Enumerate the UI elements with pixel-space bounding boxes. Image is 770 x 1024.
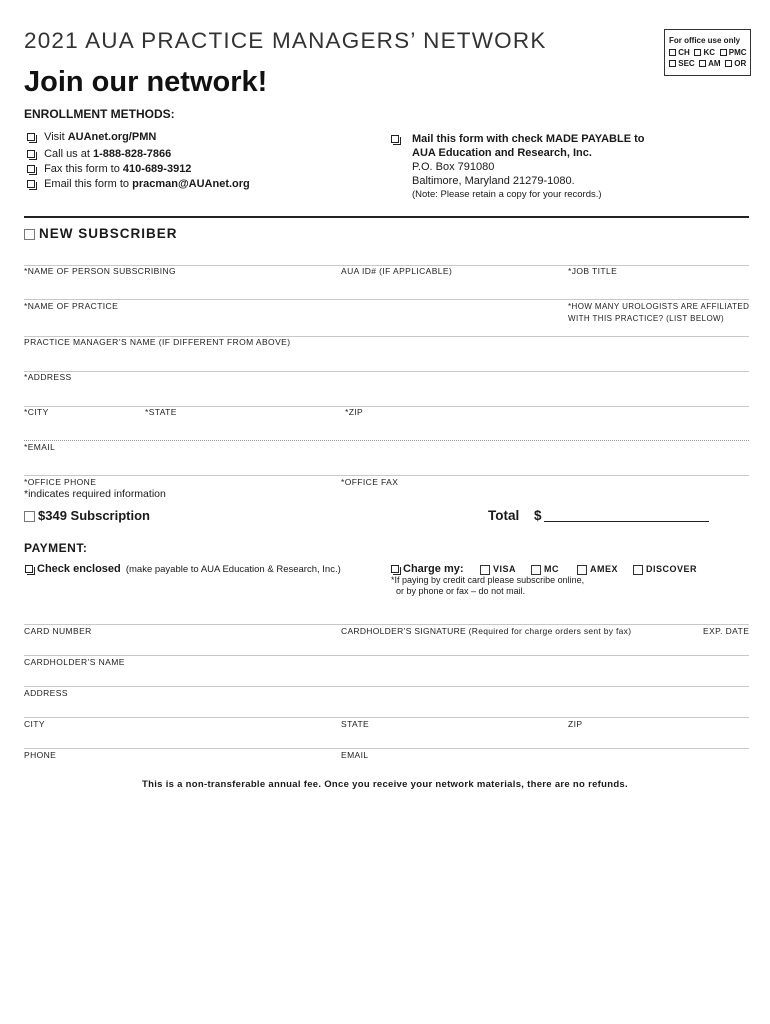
email-link[interactable]: pracman@AUAnet.org xyxy=(132,178,250,190)
office-sec-label: SEC xyxy=(678,59,695,68)
amex-checkbox[interactable] xyxy=(577,565,587,575)
card-mc-option[interactable]: MC xyxy=(531,564,559,575)
enrollment-heading: ENROLLMENT METHODS: xyxy=(24,107,175,121)
card-number-field[interactable]: CARD NUMBER xyxy=(24,626,92,636)
refund-policy-note: This is a non-transferable annual fee. Once you receive your network materials, there are no refunds. xyxy=(142,779,628,790)
checkbox-icon xyxy=(27,133,35,141)
office-pmc-checkbox[interactable] xyxy=(720,49,727,56)
enroll-item-visit: Visit AUAnet.org/PMN xyxy=(27,131,156,143)
phone-link[interactable]: 1-888-828-7866 xyxy=(92,148,172,160)
billing-zip-field[interactable]: ZIP xyxy=(568,719,583,729)
mail-line-1: Mail this form with check MADE PAYABLE to xyxy=(412,133,645,145)
name-field[interactable]: *NAME OF PERSON SUBSCRIBING xyxy=(24,266,177,276)
section-divider xyxy=(24,216,749,218)
address-field[interactable]: *ADDRESS xyxy=(24,372,72,382)
check-enclosed-option[interactable]: Check enclosed (make payable to AUA Education & Research, Inc.) xyxy=(25,563,341,575)
enroll-item-fax: Fax this form to 410-689-3912 xyxy=(27,163,191,175)
mail-instructions xyxy=(391,132,644,202)
office-fax-field[interactable]: *OFFICE FAX xyxy=(341,477,399,487)
checkbox-icon[interactable] xyxy=(391,565,399,573)
signature-field[interactable]: CARDHOLDER’S SIGNATURE (Required for charge orders sent by fax) xyxy=(341,626,632,636)
office-am-checkbox[interactable] xyxy=(699,60,706,67)
field-separator xyxy=(24,717,749,718)
office-pmc-label: PMC xyxy=(728,48,747,57)
office-ch-checkbox[interactable] xyxy=(669,49,676,56)
subscription-checkbox[interactable] xyxy=(24,511,35,522)
field-separator xyxy=(24,475,749,476)
mail-note: (Note: Please retain a copy for your records.) xyxy=(412,189,602,200)
field-separator xyxy=(24,624,749,625)
checkbox-icon xyxy=(27,165,35,173)
office-or-checkbox[interactable] xyxy=(725,60,732,67)
office-use-row-2 xyxy=(669,59,746,68)
enroll-item-email: Email this form to pracman@AUAnet.org xyxy=(27,178,250,190)
mail-line-4: Baltimore, Maryland 21279-1080. xyxy=(412,175,575,187)
checkbox-icon[interactable] xyxy=(25,565,33,573)
billing-phone-field[interactable]: PHONE xyxy=(24,750,57,760)
card-discover-option[interactable]: DISCOVER xyxy=(633,564,697,575)
field-separator xyxy=(24,748,749,749)
billing-city-field[interactable]: CITY xyxy=(24,719,45,729)
billing-email-field[interactable]: EMAIL xyxy=(341,750,369,760)
visa-checkbox[interactable] xyxy=(480,565,490,575)
job-title-field[interactable]: *JOB TITLE xyxy=(568,266,618,276)
discover-checkbox[interactable] xyxy=(633,565,643,575)
office-kc-checkbox[interactable] xyxy=(694,49,701,56)
new-subscriber-checkbox[interactable] xyxy=(24,229,35,240)
form-title: 2021 AUA PRACTICE MANAGERS’ NETWORK xyxy=(24,28,547,53)
office-phone-field[interactable]: *OFFICE PHONE xyxy=(24,477,97,487)
field-separator xyxy=(24,299,749,300)
total-currency: $ xyxy=(534,508,542,523)
enroll-item-call: Call us at 1-888-828-7866 xyxy=(27,148,171,160)
office-ch-label: CH xyxy=(678,48,690,57)
page-heading: Join our network! xyxy=(24,66,268,98)
card-amex-option[interactable]: AMEX xyxy=(577,564,618,575)
subscription-option[interactable]: $349 Subscription xyxy=(24,508,150,523)
office-or-label: OR xyxy=(734,59,747,68)
zip-field[interactable]: *ZIP xyxy=(345,407,364,417)
payment-heading: PAYMENT: xyxy=(24,541,88,555)
field-separator xyxy=(24,686,749,687)
aua-id-field[interactable]: AUA ID# (IF APPLICABLE) xyxy=(341,266,453,276)
new-subscriber-heading: NEW SUBSCRIBER xyxy=(24,226,178,241)
office-am-label: AM xyxy=(708,59,721,68)
website-link[interactable]: AUAnet.org/PMN xyxy=(67,131,157,143)
city-field[interactable]: *CITY xyxy=(24,407,49,417)
state-field[interactable]: *STATE xyxy=(145,407,177,417)
practice-manager-field[interactable]: PRACTICE MANAGER’S NAME (IF DIFFERENT FROM ABOVE) xyxy=(24,337,291,347)
field-separator xyxy=(24,440,749,441)
checkbox-icon xyxy=(27,180,35,188)
online-note: *If paying by credit card please subscribe online, or by phone or fax – do not mail. xyxy=(391,575,585,596)
mail-line-3: P.O. Box 791080 xyxy=(412,161,495,173)
field-separator xyxy=(24,371,749,372)
exp-date-field[interactable]: EXP. DATE xyxy=(703,626,750,636)
mail-line-2: AUA Education and Research, Inc. xyxy=(412,147,592,159)
mc-checkbox[interactable] xyxy=(531,565,541,575)
card-visa-option[interactable]: VISA xyxy=(480,564,516,575)
email-field[interactable]: *EMAIL xyxy=(24,442,56,452)
office-use-box xyxy=(664,29,751,76)
practice-name-field[interactable]: *NAME OF PRACTICE xyxy=(24,301,119,311)
office-sec-checkbox[interactable] xyxy=(669,60,676,67)
field-separator xyxy=(24,655,749,656)
office-kc-label: KC xyxy=(703,48,716,57)
field-separator xyxy=(24,406,749,407)
total-input[interactable] xyxy=(544,521,709,522)
required-note: *indicates required information xyxy=(24,488,166,500)
total-label: Total xyxy=(488,508,520,523)
charge-my-option[interactable]: Charge my: xyxy=(391,563,464,575)
office-use-title: For office use only xyxy=(669,36,741,45)
urologists-count-field[interactable]: *HOW MANY UROLOGISTS ARE AFFILIATED WITH THIS PRACTICE? (LIST BELOW) xyxy=(568,302,750,323)
office-use-row-1 xyxy=(669,48,747,57)
billing-state-field[interactable]: STATE xyxy=(341,719,370,729)
billing-address-field[interactable]: ADDRESS xyxy=(24,688,68,698)
checkbox-icon xyxy=(391,135,399,143)
checkbox-icon xyxy=(27,150,35,158)
cardholder-name-field[interactable]: CARDHOLDER’S NAME xyxy=(24,657,125,667)
